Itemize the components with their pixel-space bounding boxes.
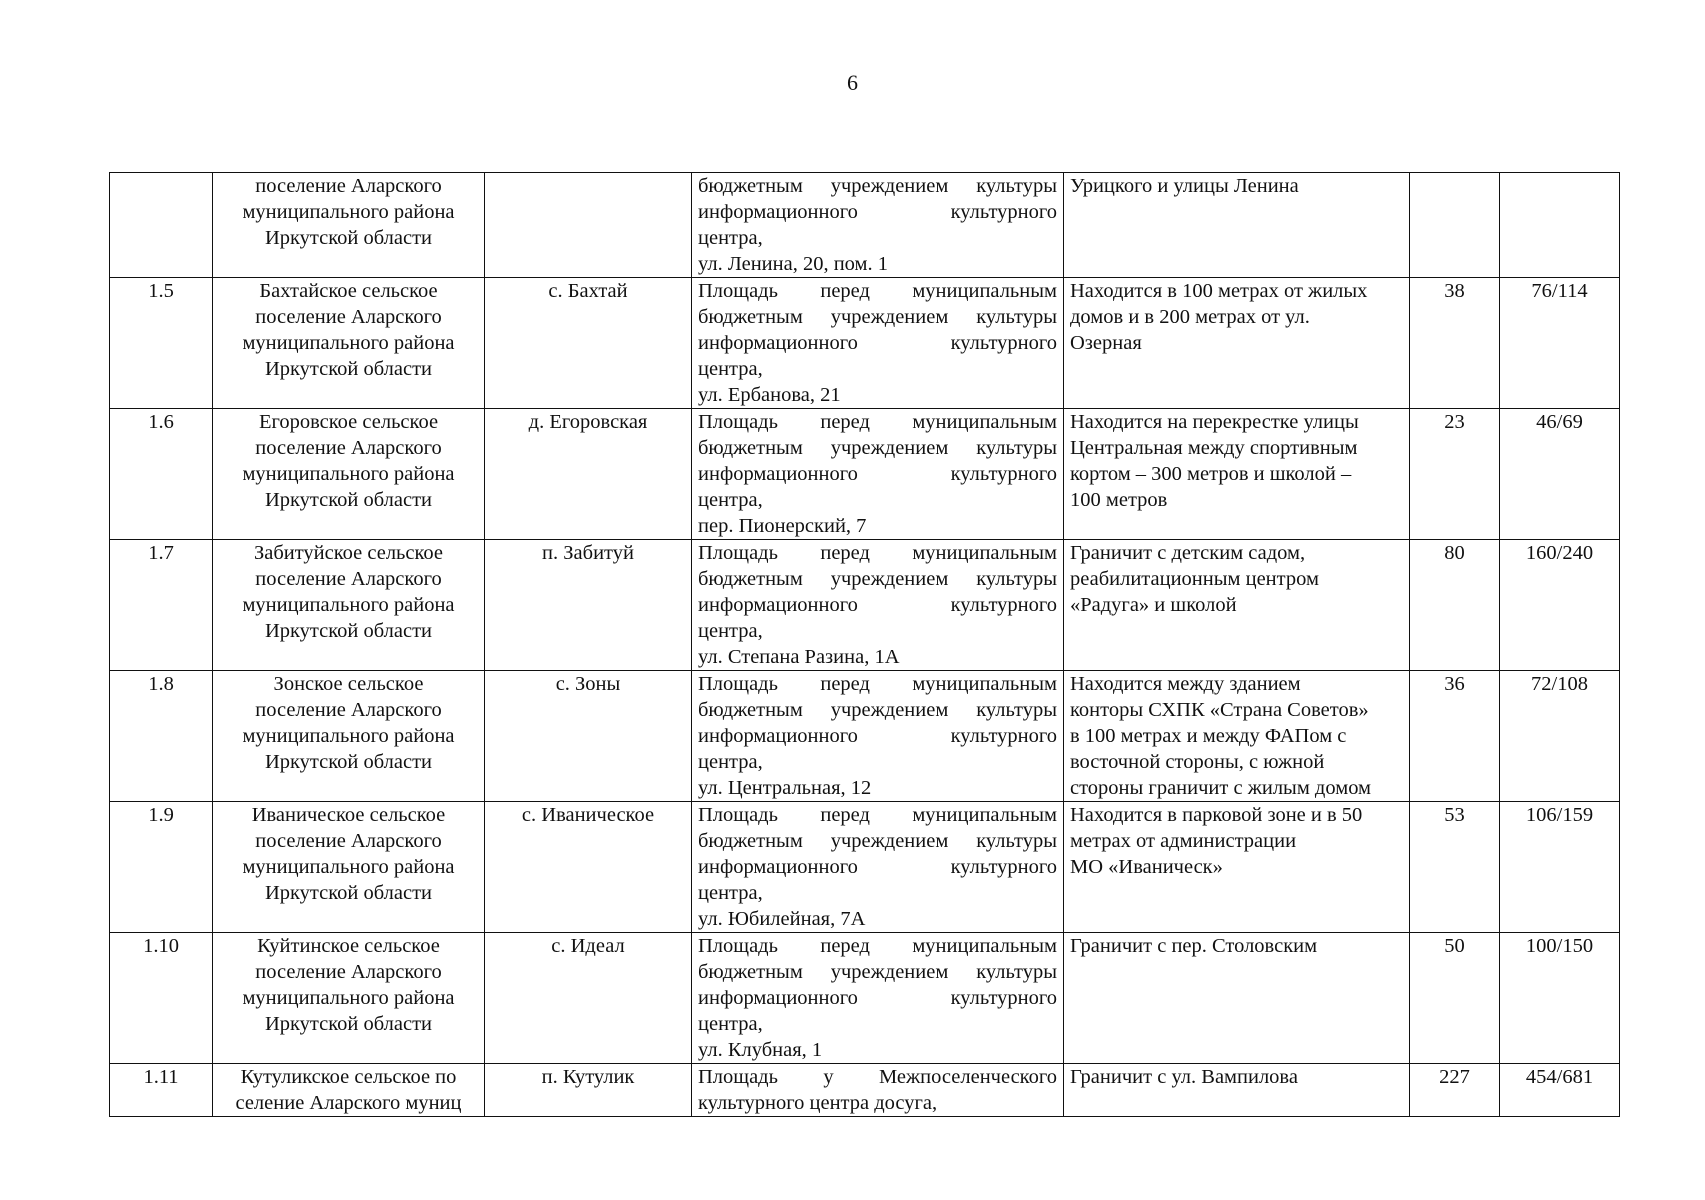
locality-name: с. Бахтай xyxy=(485,278,692,409)
place-description-line: бюджетным учреждением культуры xyxy=(698,830,1057,852)
location-description-line: Граничит с ул. Вампилова xyxy=(1070,1066,1298,1088)
location-description-line: Находится в парковой зоне и в 50 xyxy=(1070,804,1363,826)
settlement-name-line: поселение Аларского xyxy=(255,175,442,197)
settlement-name-line: муниципального района xyxy=(242,856,455,878)
place-description-line: Площадь перед муниципальным xyxy=(698,542,1057,564)
settlement-name-line: Иркутской области xyxy=(264,1013,433,1035)
table-row xyxy=(110,409,1620,540)
place-description xyxy=(692,802,1064,933)
settlement-name-line: Иркутской области xyxy=(264,751,433,773)
place-description-line: культурного центра досуга, xyxy=(698,1092,938,1114)
place-description-line: ул. Клубная, 1 xyxy=(698,1039,823,1061)
place-description-line: информационного культурного xyxy=(698,987,1057,1009)
location-description-line: Находится на перекрестке улицы xyxy=(1070,411,1359,433)
count-value: 80 xyxy=(1410,540,1500,671)
place-description-line: информационного культурного xyxy=(698,725,1057,747)
settlement-name-line: поселение Аларского xyxy=(255,568,442,590)
settlement-name-line: поселение Аларского xyxy=(255,830,442,852)
location-description-line: реабилитационным центром xyxy=(1070,568,1319,590)
page-number: 6 xyxy=(847,70,858,95)
place-description-line: ул. Ленина, 20, пом. 1 xyxy=(698,253,889,275)
table-row xyxy=(110,173,1620,278)
place-description-line: информационного культурного xyxy=(698,332,1057,354)
place-description xyxy=(692,671,1064,802)
settlement-name xyxy=(213,933,485,1064)
settlement-name xyxy=(213,1064,485,1117)
settlement-name-line: поселение Аларского xyxy=(255,306,442,328)
place-description-line: информационного культурного xyxy=(698,201,1057,223)
settlement-name-line: Иркутской области xyxy=(264,620,433,642)
settlement-name-line: Кутуликское сельское по xyxy=(240,1066,457,1088)
place-description-line: центра, xyxy=(698,358,763,380)
location-description-line: домов и в 200 метрах от ул. xyxy=(1070,306,1310,328)
settlement-name-line: селение Аларского муниц xyxy=(235,1092,462,1114)
settlement-name xyxy=(213,802,485,933)
place-description-line: бюджетным учреждением культуры xyxy=(698,175,1057,197)
locality-name: п. Кутулик xyxy=(485,1064,692,1117)
settlement-name-line: Бахтайское сельское xyxy=(259,280,438,302)
place-description-line: бюджетным учреждением культуры xyxy=(698,961,1057,983)
count-value: 38 xyxy=(1410,278,1500,409)
count-value: 53 xyxy=(1410,802,1500,933)
place-description-line: пер. Пионерский, 7 xyxy=(698,515,867,537)
location-description-line: стороны граничит с жилым домом xyxy=(1070,777,1372,799)
ratio-value: 106/159 xyxy=(1500,802,1620,933)
settlement-name-line: Егоровское сельское xyxy=(258,411,439,433)
place-description-line: бюджетным учреждением культуры xyxy=(698,699,1057,721)
place-description-line: центра, xyxy=(698,489,763,511)
place-description-line: центра, xyxy=(698,1013,763,1035)
location-description-line: Граничит с пер. Столовским xyxy=(1070,935,1318,957)
place-description xyxy=(692,278,1064,409)
place-description-line: центра, xyxy=(698,882,763,904)
place-description xyxy=(692,1064,1064,1117)
settlement-name-line: Иркутской области xyxy=(264,882,433,904)
count-value: 36 xyxy=(1410,671,1500,802)
place-description-line: Площадь перед муниципальным xyxy=(698,411,1057,433)
ratio-value xyxy=(1500,173,1620,278)
location-description xyxy=(1064,540,1410,671)
settlement-name-line: поселение Аларского xyxy=(255,437,442,459)
location-description xyxy=(1064,173,1410,278)
settlement-name-line: муниципального района xyxy=(242,332,455,354)
locality-name: д. Егоровская xyxy=(485,409,692,540)
settlement-name-line: Иркутской области xyxy=(264,227,433,249)
place-description xyxy=(692,540,1064,671)
row-number: 1.7 xyxy=(110,540,213,671)
table-row xyxy=(110,540,1620,671)
place-description-line: бюджетным учреждением культуры xyxy=(698,437,1057,459)
location-description-line: в 100 метрах и между ФАПом с xyxy=(1070,725,1347,747)
table-row xyxy=(110,1064,1620,1117)
location-description-line: Находится между зданием xyxy=(1070,673,1301,695)
locality-name xyxy=(485,173,692,278)
ratio-value: 72/108 xyxy=(1500,671,1620,802)
settlement-name-line: муниципального района xyxy=(242,463,455,485)
place-description-line: Площадь перед муниципальным xyxy=(698,280,1057,302)
table-row xyxy=(110,278,1620,409)
location-description xyxy=(1064,1064,1410,1117)
location-description-line: конторы СХПК «Страна Советов» xyxy=(1070,699,1369,721)
location-description xyxy=(1064,671,1410,802)
count-value: 227 xyxy=(1410,1064,1500,1117)
place-description xyxy=(692,933,1064,1064)
count-value: 50 xyxy=(1410,933,1500,1064)
place-description-line: Площадь перед муниципальным xyxy=(698,673,1057,695)
location-description-line: Озерная xyxy=(1070,332,1142,354)
settlement-name-line: поселение Аларского xyxy=(255,961,442,983)
table-row xyxy=(110,933,1620,1064)
settlement-name xyxy=(213,278,485,409)
settlement-name-line: Зонское сельское xyxy=(273,673,424,695)
location-description xyxy=(1064,933,1410,1064)
location-description xyxy=(1064,802,1410,933)
place-description xyxy=(692,173,1064,278)
settlement-name-line: Иркутской области xyxy=(264,489,433,511)
settlement-name xyxy=(213,173,485,278)
table-body xyxy=(110,173,1620,1117)
settlement-name-line: Забитуйское сельское xyxy=(253,542,444,564)
row-number: 1.8 xyxy=(110,671,213,802)
place-description-line: информационного культурного xyxy=(698,463,1057,485)
place-description-line: центра, xyxy=(698,227,763,249)
settlement-name-line: муниципального района xyxy=(242,201,455,223)
place-description-line: центра, xyxy=(698,751,763,773)
settlement-name xyxy=(213,409,485,540)
row-number: 1.5 xyxy=(110,278,213,409)
count-value xyxy=(1410,173,1500,278)
settlement-name-line: Иваническое сельское xyxy=(251,804,446,826)
settlement-name-line: муниципального района xyxy=(242,594,455,616)
settlement-name xyxy=(213,671,485,802)
table-row xyxy=(110,802,1620,933)
row-number xyxy=(110,173,213,278)
location-description-line: Граничит с детским садом, xyxy=(1070,542,1306,564)
location-description-line: 100 метров xyxy=(1070,489,1168,511)
location-description xyxy=(1064,409,1410,540)
place-description-line: ул. Центральная, 12 xyxy=(698,777,872,799)
settlement-name-line: Куйтинское сельское xyxy=(257,935,440,957)
place-description-line: информационного культурного xyxy=(698,594,1057,616)
row-number: 1.9 xyxy=(110,802,213,933)
ratio-value: 454/681 xyxy=(1500,1064,1620,1117)
location-description-line: МО «Иваническ» xyxy=(1070,856,1223,878)
location-description-line: Центральная между спортивным xyxy=(1070,437,1358,459)
locality-name: с. Зоны xyxy=(485,671,692,802)
locality-name: с. Иваническое xyxy=(485,802,692,933)
place-description-line: Площадь у Межпоселенческого xyxy=(698,1066,1057,1088)
settlement-name-line: муниципального района xyxy=(242,987,455,1009)
place-description-line: Площадь перед муниципальным xyxy=(698,804,1057,826)
place-description-line: Площадь перед муниципальным xyxy=(698,935,1057,957)
location-description-line: Находится в 100 метрах от жилых xyxy=(1070,280,1368,302)
settlement-name xyxy=(213,540,485,671)
place-description-line: бюджетным учреждением культуры xyxy=(698,568,1057,590)
place-description xyxy=(692,409,1064,540)
place-description-line: информационного культурного xyxy=(698,856,1057,878)
settlement-name-line: поселение Аларского xyxy=(255,699,442,721)
ratio-value: 46/69 xyxy=(1500,409,1620,540)
location-description-line: восточной стороны, с южной xyxy=(1070,751,1325,773)
row-number: 1.6 xyxy=(110,409,213,540)
place-description-line: центра, xyxy=(698,620,763,642)
location-description-line: кортом – 300 метров и школой – xyxy=(1070,463,1352,485)
location-description-line: метрах от администрации xyxy=(1070,830,1297,852)
locality-name: с. Идеал xyxy=(485,933,692,1064)
row-number: 1.10 xyxy=(110,933,213,1064)
place-description-line: ул. Ербанова, 21 xyxy=(698,384,841,406)
location-description-line: «Радуга» и школой xyxy=(1070,594,1237,616)
ratio-value: 100/150 xyxy=(1500,933,1620,1064)
place-description-line: бюджетным учреждением культуры xyxy=(698,306,1057,328)
row-number: 1.11 xyxy=(110,1064,213,1117)
settlement-name-line: муниципального района xyxy=(242,725,455,747)
settlement-name-line: Иркутской области xyxy=(264,358,433,380)
count-value: 23 xyxy=(1410,409,1500,540)
place-description-line: ул. Юбилейная, 7А xyxy=(698,908,866,930)
ratio-value: 76/114 xyxy=(1500,278,1620,409)
ratio-value: 160/240 xyxy=(1500,540,1620,671)
table-row xyxy=(110,671,1620,802)
location-description xyxy=(1064,278,1410,409)
locations-table xyxy=(109,172,1620,1117)
locality-name: п. Забитуй xyxy=(485,540,692,671)
location-description-line: Урицкого и улицы Ленина xyxy=(1070,175,1299,197)
place-description-line: ул. Степана Разина, 1А xyxy=(698,646,900,668)
